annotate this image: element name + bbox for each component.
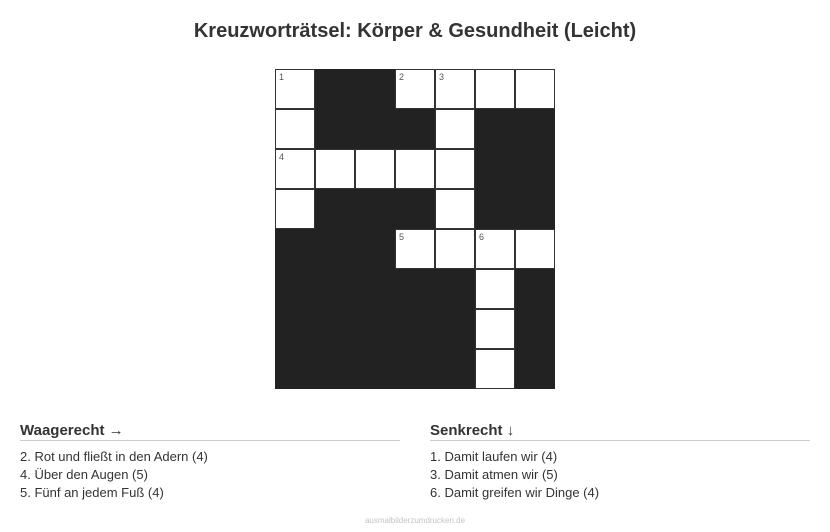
- block-cell: [355, 229, 395, 269]
- down-heading: Senkrecht ↓: [430, 421, 810, 441]
- clue-number: 4: [279, 152, 285, 162]
- block-cell: [315, 109, 355, 149]
- clue-across-5: 5. Fünf an jedem Fuß (4): [20, 485, 164, 500]
- block-cell: [355, 69, 395, 109]
- block-cell: [435, 269, 475, 309]
- block-cell: [515, 149, 555, 189]
- answer-cell[interactable]: [475, 309, 515, 349]
- block-cell: [355, 309, 395, 349]
- crossword-grid: [275, 69, 555, 390]
- block-cell: [315, 269, 355, 309]
- block-cell: [355, 269, 395, 309]
- block-cell: [515, 309, 555, 349]
- block-cell: [515, 349, 555, 389]
- block-cell: [315, 309, 355, 349]
- block-cell: [515, 109, 555, 149]
- down-clue-list: [430, 448, 810, 502]
- answer-cell[interactable]: [435, 189, 475, 229]
- answer-cell[interactable]: [435, 69, 475, 109]
- block-cell: [355, 109, 395, 149]
- block-cell: [515, 269, 555, 309]
- down-clues-section: [430, 421, 810, 502]
- answer-cell[interactable]: [355, 149, 395, 189]
- clue-number: 5: [399, 232, 405, 242]
- block-cell: [315, 229, 355, 269]
- block-cell: [395, 109, 435, 149]
- block-cell: [355, 189, 395, 229]
- answer-cell[interactable]: [475, 69, 515, 109]
- block-cell: [315, 189, 355, 229]
- answer-cell[interactable]: [315, 149, 355, 189]
- block-cell: [315, 349, 355, 389]
- block-cell: [515, 189, 555, 229]
- clue-down-3: 3. Damit atmen wir (5): [430, 467, 558, 482]
- answer-cell[interactable]: [435, 149, 475, 189]
- block-cell: [275, 309, 315, 349]
- answer-cell[interactable]: [515, 229, 555, 269]
- block-cell: [315, 69, 355, 109]
- across-clue-list: [20, 448, 400, 502]
- clue-number: 3: [439, 72, 445, 82]
- block-cell: [475, 149, 515, 189]
- answer-cell[interactable]: [475, 229, 515, 269]
- clue-down-6: 6. Damit greifen wir Dinge (4): [430, 485, 600, 500]
- footer-credit: ausmalbilderzumdrucken.de: [364, 516, 466, 525]
- block-cell: [435, 309, 475, 349]
- answer-cell[interactable]: [275, 69, 315, 109]
- answer-cell[interactable]: [275, 149, 315, 189]
- answer-cell[interactable]: [435, 109, 475, 149]
- block-cell: [395, 349, 435, 389]
- block-cell: [275, 269, 315, 309]
- block-cell: [395, 269, 435, 309]
- clue-number: 2: [399, 72, 405, 82]
- answer-cell[interactable]: [395, 149, 435, 189]
- puzzle-title: Kreuzworträtsel: Körper & Gesundheit (Leicht): [193, 20, 637, 42]
- answer-cell[interactable]: [475, 269, 515, 309]
- answer-cell[interactable]: [515, 69, 555, 109]
- answer-cell[interactable]: [275, 109, 315, 149]
- answer-cell[interactable]: [395, 69, 435, 109]
- answer-cell[interactable]: [435, 229, 475, 269]
- clue-number: 1: [279, 72, 285, 82]
- clue-across-4: 4. Über den Augen (5): [20, 467, 148, 482]
- clue-number: 6: [479, 232, 485, 242]
- block-cell: [475, 109, 515, 149]
- block-cell: [395, 309, 435, 349]
- block-cell: [475, 189, 515, 229]
- block-cell: [275, 229, 315, 269]
- block-cell: [435, 349, 475, 389]
- block-cell: [395, 189, 435, 229]
- block-cell: [275, 349, 315, 389]
- answer-cell[interactable]: [275, 189, 315, 229]
- across-heading: Waagerecht →: [20, 421, 400, 441]
- clue-across-2: 2. Rot und fließt in den Adern (4): [20, 449, 208, 464]
- clue-down-1: 1. Damit laufen wir (4): [430, 449, 558, 464]
- block-cell: [355, 349, 395, 389]
- answer-cell[interactable]: [395, 229, 435, 269]
- across-clues-section: [20, 421, 400, 502]
- answer-cell[interactable]: [475, 349, 515, 389]
